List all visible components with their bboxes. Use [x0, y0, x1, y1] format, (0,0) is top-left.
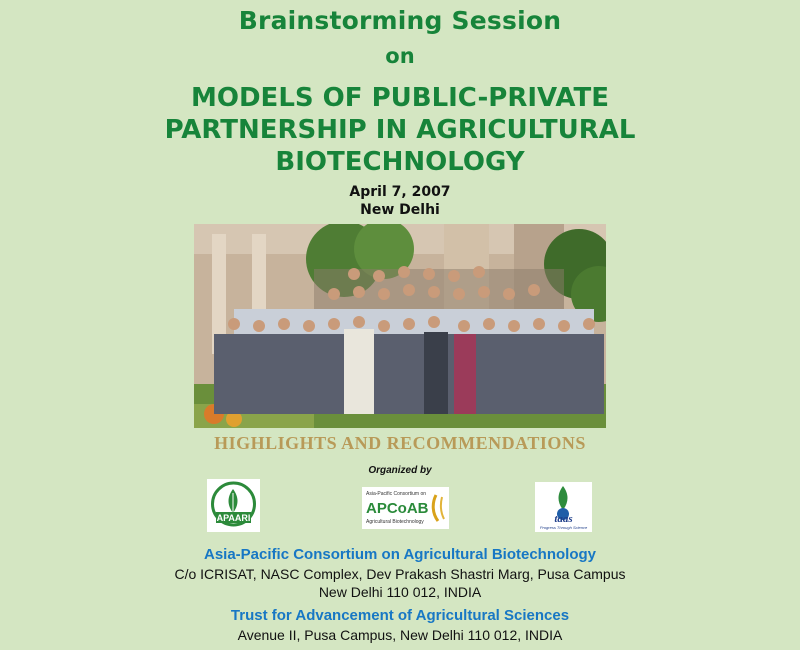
people-front-row: [214, 329, 604, 414]
org2-name: Trust for Advancement of Agricultural Sciences: [230, 607, 570, 624]
apcoab-logo-bottom: Agricultural Biotechnology: [366, 519, 424, 525]
group-photo: [194, 224, 606, 428]
taas-logo-tagline: Progress Through Science: [539, 525, 588, 530]
apcoab-logo-top: Asia-Pacific Consortium on: [366, 491, 427, 497]
event-date: April 7, 2007: [349, 184, 451, 200]
main-title-line-3: BIOTECHNOLOGY: [275, 147, 525, 177]
apaari-logo-icon: [207, 479, 260, 532]
apaari-logo: [207, 479, 260, 532]
org1-address-line1: C/o ICRISAT, NASC Complex, Dev Prakash Shastri Marg, Pusa Campus: [174, 566, 626, 582]
taas-logo-text: taas: [554, 513, 573, 525]
title-brainstorming: Brainstorming Session: [238, 6, 562, 35]
apaari-logo-text: APAARI: [216, 513, 251, 523]
taas-logo: [535, 482, 592, 532]
event-place: New Delhi: [360, 202, 440, 218]
highlights-heading: HIGHLIGHTS AND RECOMMENDATIONS: [214, 433, 586, 453]
title-on: on: [385, 44, 415, 68]
org2-address-line1: Avenue II, Pusa Campus, New Delhi 110 012, INDIA: [237, 627, 563, 643]
apcoab-logo-main: APCoAB: [366, 500, 429, 517]
apcoab-logo-icon: [362, 487, 449, 529]
org1-address-line2: New Delhi 110 012, INDIA: [318, 584, 482, 600]
main-title-line-1: MODELS OF PUBLIC-PRIVATE: [191, 83, 609, 113]
main-title: [0, 82, 800, 178]
apcoab-logo: [362, 487, 449, 529]
org1-name: Asia-Pacific Consortium on Agricultural Biotechnology: [204, 546, 596, 563]
main-title-line-2: PARTNERSHIP IN AGRICULTURAL: [164, 115, 636, 145]
organized-by-label: Organized by: [368, 465, 432, 476]
taas-logo-icon: [535, 482, 592, 532]
group-photo-illustration: [194, 224, 606, 428]
